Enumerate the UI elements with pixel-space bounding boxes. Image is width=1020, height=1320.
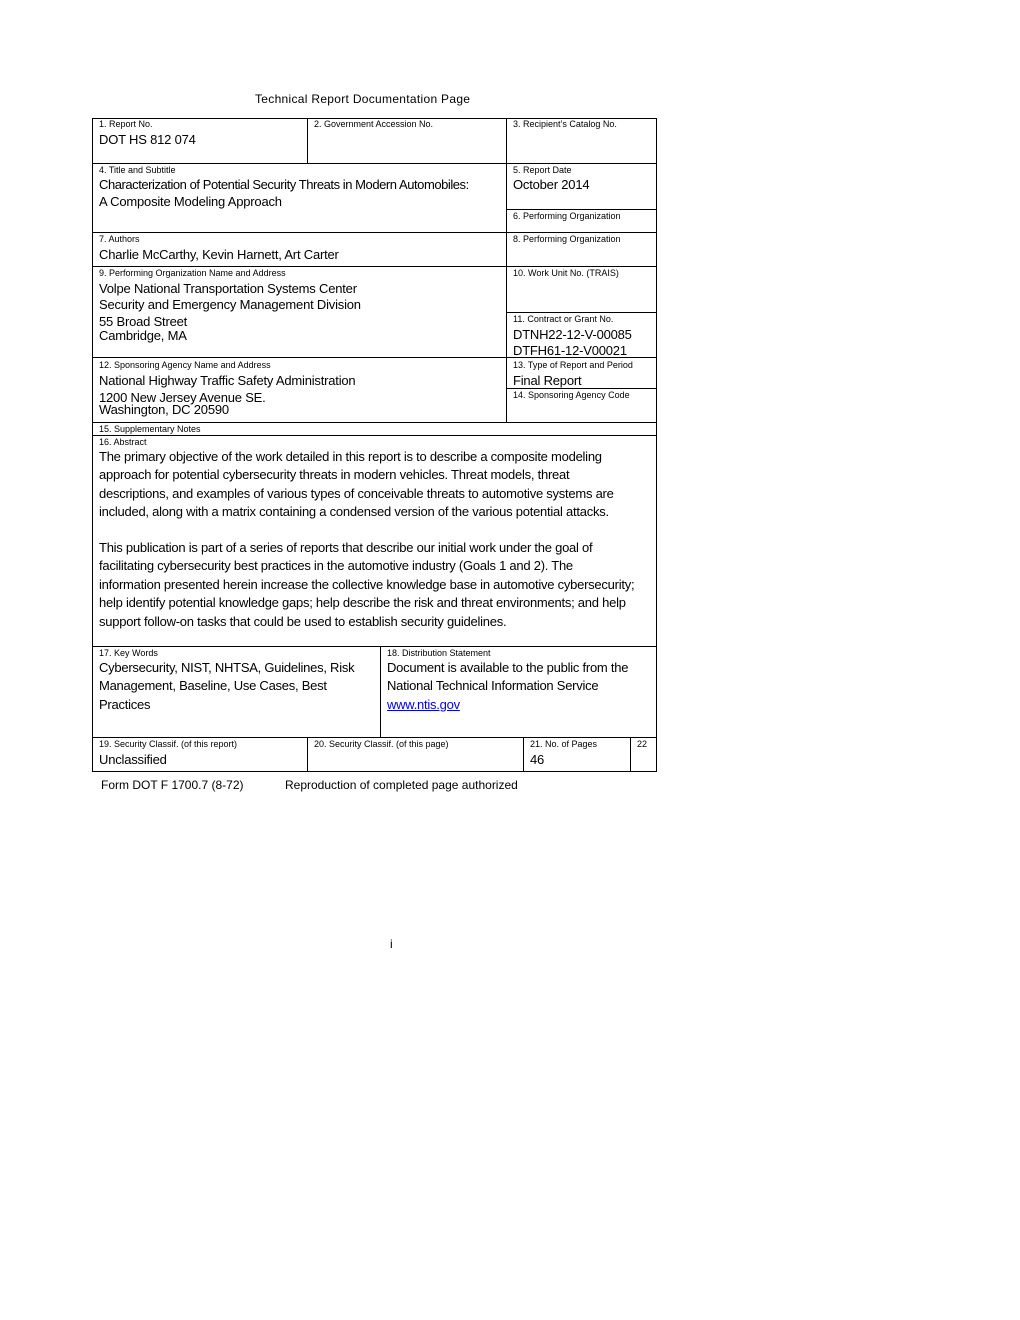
title-line-1: Characterization of Potential Security Threats in Modern Automobiles: — [99, 177, 469, 192]
report-type-value: Final Report — [513, 373, 582, 388]
page-number: i — [390, 937, 393, 951]
report-no-label: 1. Report No. — [99, 119, 153, 129]
distribution-label: 18. Distribution Statement — [387, 648, 491, 658]
title-label: 4. Title and Subtitle — [99, 165, 176, 175]
ntis-link[interactable]: www.ntis.gov — [387, 696, 460, 712]
perf-org-line-4: Cambridge, MA — [99, 328, 187, 343]
key-words-value — [99, 659, 354, 714]
report-type-label: 13. Type of Report and Period — [513, 360, 633, 370]
page-title: Technical Report Documentation Page — [255, 92, 471, 106]
perf-org-code-label: 6. Performing Organization — [513, 211, 621, 221]
supp-notes-label: 15. Supplementary Notes — [99, 424, 201, 434]
perf-org-line-2: Security and Emergency Management Division — [99, 297, 361, 312]
abstract-p2-line: support follow-on tasks that could be used to establish security guidelines. — [99, 613, 507, 629]
perf-org-name-label: 9. Performing Organization Name and Address — [99, 268, 286, 278]
abstract-p1-line: included, along with a matrix containing a condensed version of the various potential attacks. — [99, 504, 609, 520]
abstract-p1-line: approach for potential cybersecurity threats in modern vehicles. Threat models, threat — [99, 467, 570, 483]
distribution-line: National Technical Information Service — [387, 678, 599, 694]
abstract-p1-line: descriptions, and examples of various types of conceivable threats to automotive systems are — [99, 485, 614, 501]
sponsor-label: 12. Sponsoring Agency Name and Address — [99, 360, 271, 370]
distribution-line: Document is available to the public from the — [387, 660, 629, 675]
key-words-line: Practices — [99, 696, 151, 712]
sec-report-label: 19. Security Classif. (of this report) — [99, 739, 238, 749]
sponsor-line-2: 1200 New Jersey Avenue SE. — [99, 390, 266, 405]
abstract-p2-line: This publication is part of a series of reports that describe our initial work under the goal of — [99, 540, 593, 555]
sponsor-line-3: Washington, DC 20590 — [99, 402, 229, 417]
sponsor-line-1: National Highway Traffic Safety Administration — [99, 373, 356, 388]
abstract-p2-line: help identify potential knowledge gaps; help describe the risk and threat environments; and help — [99, 595, 626, 611]
form-number: Form DOT F 1700.7 (8-72) — [101, 778, 244, 792]
abstract-p2-line: information presented herein increase the collective knowledge base in automotive cybersecurity; — [99, 576, 635, 592]
abstract-paragraph-1 — [99, 448, 614, 522]
abstract-p1-line: The primary objective of the work detailed in this report is to describe a composite modeling — [99, 449, 602, 464]
key-words-label: 17. Key Words — [99, 648, 158, 658]
perf-org-line-1: Volpe National Transportation Systems Center — [99, 281, 357, 296]
key-words-line: Management, Baseline, Use Cases, Best — [99, 678, 327, 694]
gov-accession-label: 2. Government Accession No. — [314, 119, 434, 129]
sec-page-label: 20. Security Classif. (of this page) — [314, 739, 449, 749]
perf-org-report-label: 8. Performing Organization — [513, 234, 621, 244]
sec-report-value: Unclassified — [99, 752, 167, 767]
contract-label: 11. Contract or Grant No. — [513, 314, 614, 324]
contract-line-1: DTNH22-12-V-00085 — [513, 327, 632, 342]
sponsor-code-label: 14. Sponsoring Agency Code — [513, 390, 630, 400]
title-line-2: A Composite Modeling Approach — [99, 194, 282, 209]
distribution-value — [387, 659, 628, 714]
report-date-label: 5. Report Date — [513, 165, 572, 175]
pages-label: 21. No. of Pages — [530, 739, 598, 749]
work-unit-label: 10. Work Unit No. (TRAIS) — [513, 268, 619, 278]
report-date-value: October 2014 — [513, 177, 590, 192]
abstract-p2-line: facilitating cybersecurity best practices in the automotive industry (Goals 1 and 2). The — [99, 558, 573, 574]
authors-value: Charlie McCarthy, Kevin Harnett, Art Carter — [99, 247, 339, 262]
perf-org-line-3: 55 Broad Street — [99, 314, 188, 329]
catalog-no-label: 3. Recipient’s Catalog No. — [513, 119, 617, 129]
abstract-label: 16. Abstract — [99, 437, 147, 447]
contract-line-2: DTFH61-12-V00021 — [513, 343, 627, 358]
key-words-line: Cybersecurity, NIST, NHTSA, Guidelines, Risk — [99, 660, 355, 675]
report-no-value: DOT HS 812 074 — [99, 132, 196, 147]
reproduction-note: Reproduction of completed page authorized — [285, 778, 518, 792]
price-label: 22 — [637, 739, 648, 749]
abstract-paragraph-2 — [99, 539, 634, 631]
authors-label: 7. Authors — [99, 234, 140, 244]
pages-value: 46 — [530, 752, 545, 767]
